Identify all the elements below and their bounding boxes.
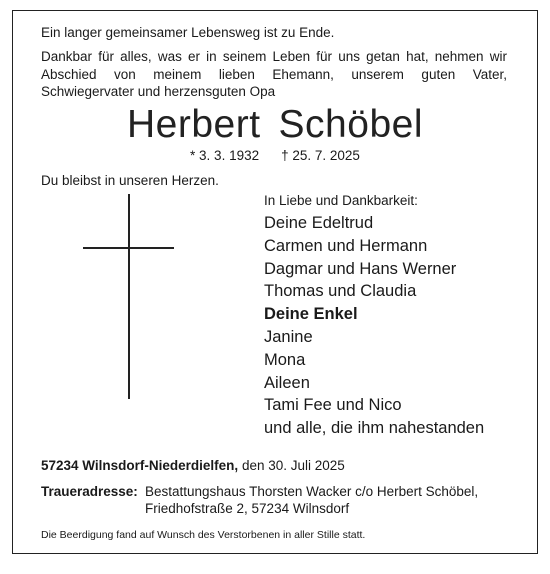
birth-date: * 3. 3. 1932 (190, 148, 260, 163)
mourner-item: und alle, die ihm nahestanden (264, 419, 485, 438)
intro-line: Ein langer gemeinsamer Lebensweg ist zu Ende. (41, 25, 335, 40)
life-dates (13, 148, 537, 163)
mourner-item: Thomas und Claudia (264, 282, 417, 301)
mourner-item: Janine (264, 327, 313, 346)
mourners-intro: In Liebe und Dankbarkeit: (264, 193, 418, 208)
intro-paragraph: Dankbar für alles, was er in seinem Leben für uns getan hat, nehmen wir Abschied von meinem lieben Ehemann, unserem guten Vater, Schwiegervater und herzensguten Opa (41, 49, 507, 99)
death-date: † 25. 7. 2025 (281, 148, 360, 163)
place-date-line (41, 458, 345, 473)
cross-icon (128, 194, 130, 399)
mourner-item: Deine Enkel (264, 305, 358, 324)
mourner-item: Deine Edeltrud (264, 214, 374, 232)
mourners-block (264, 193, 484, 440)
obituary-notice (12, 10, 538, 554)
mourner-item: Mona (264, 350, 306, 369)
mourner-item: Dagmar und Hans Werner (264, 259, 457, 278)
mourner-item: Tami Fee und Nico (264, 396, 402, 415)
footnote: Die Beerdigung fand auf Wunsch des Verstorbenen in aller Stille statt. (41, 529, 366, 541)
deceased-name (13, 103, 537, 147)
first-name: Herbert (127, 103, 261, 146)
address-line-1: Bestattungshaus Thorsten Wacker c/o Herbert Schöbel, (145, 484, 479, 499)
address-line-2: Friedhofstraße 2, 57234 Wilnsdorf (145, 501, 350, 516)
place: 57234 Wilnsdorf-Niederdielfen, (41, 458, 239, 473)
date: den 30. Juli 2025 (241, 458, 345, 473)
mourner-item: Aileen (264, 373, 310, 392)
mourners-list (264, 212, 484, 440)
mourner-item: Carmen und Hermann (264, 236, 428, 255)
address-label: Traueradresse: (41, 484, 138, 499)
closing-line: Du bleibst in unseren Herzen. (41, 173, 219, 188)
last-name: Schöbel (278, 103, 423, 146)
cross-icon-bar (83, 247, 174, 249)
